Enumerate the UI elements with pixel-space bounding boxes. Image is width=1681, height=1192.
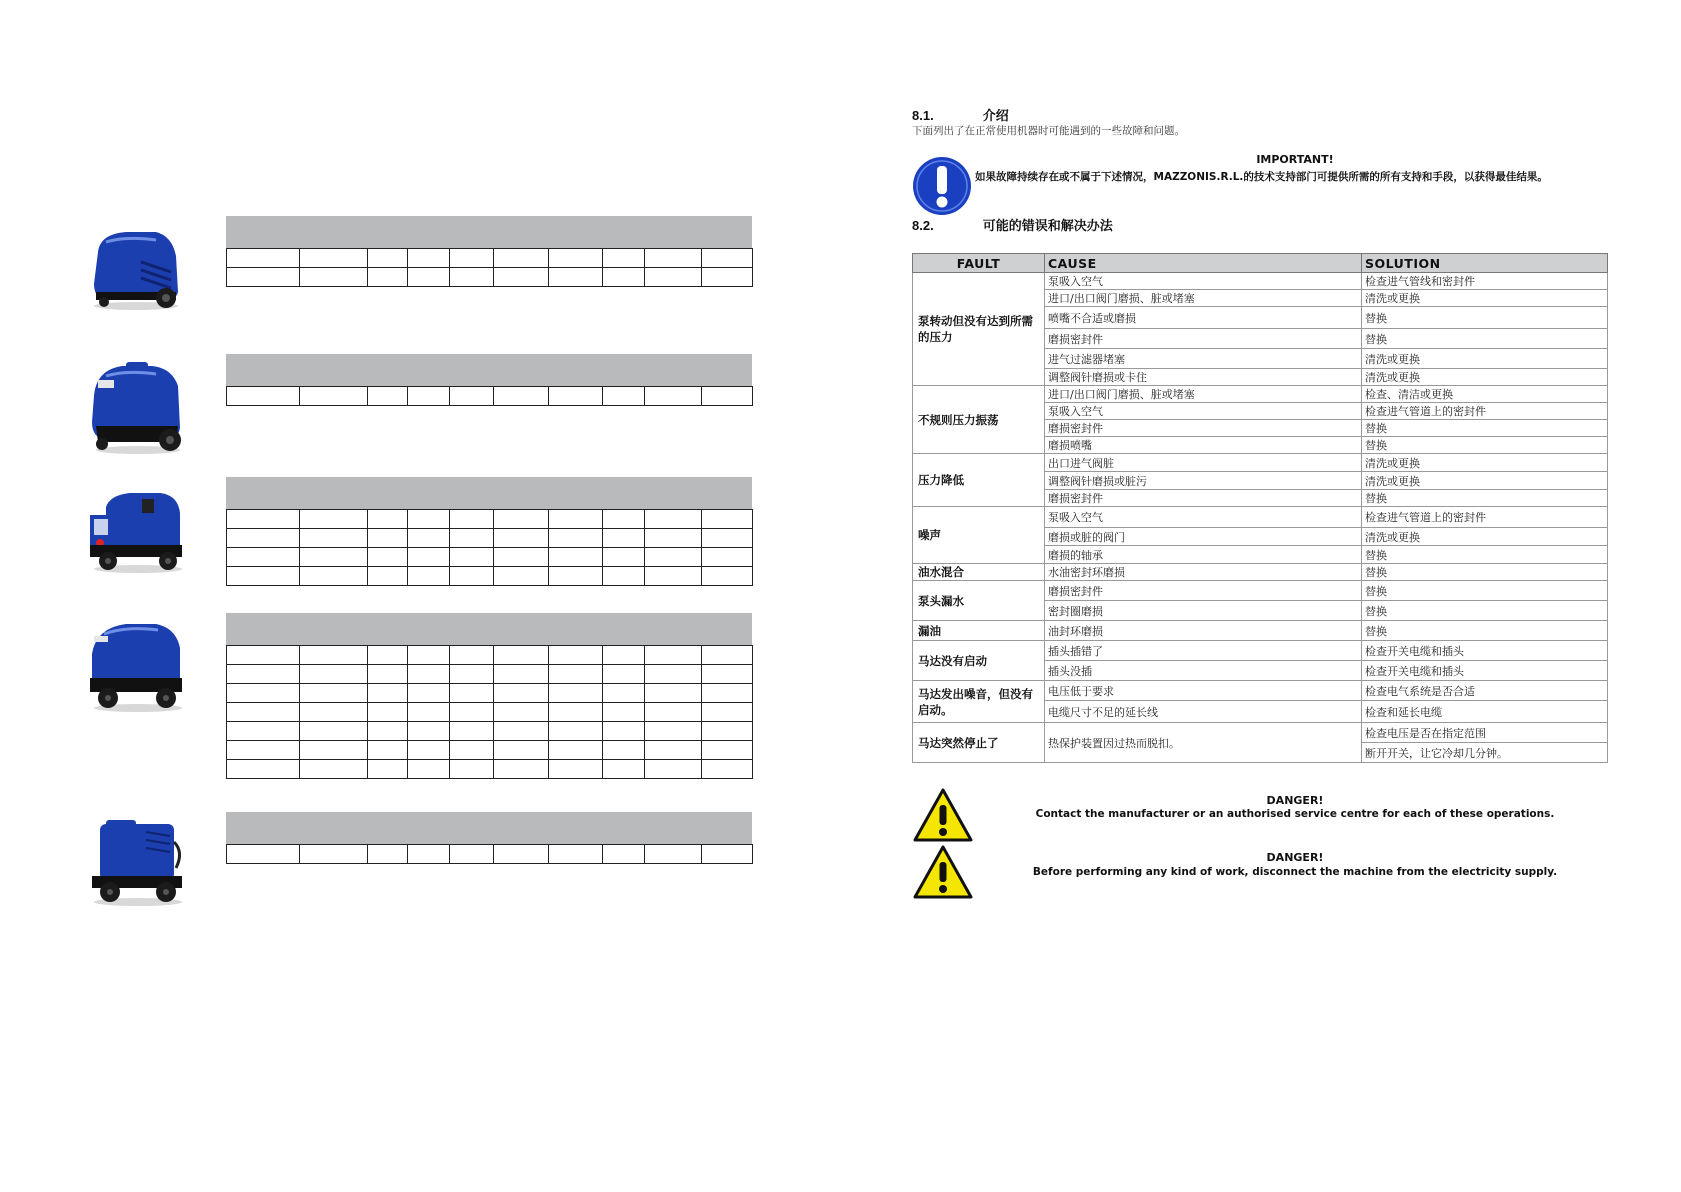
machine-image <box>86 485 186 575</box>
spec-table-cell <box>368 567 408 586</box>
cause-cell: 进气过滤器堵塞 <box>1045 349 1362 369</box>
solution-cell: 清洗或更换 <box>1362 454 1608 472</box>
spec-table-cell <box>603 845 645 864</box>
spec-table-header <box>226 477 752 509</box>
spec-table-cell <box>494 529 549 548</box>
spec-table-cell <box>494 684 549 703</box>
solution-cell: 检查进气管道上的密封件 <box>1362 507 1608 528</box>
spec-table-cell <box>702 387 753 406</box>
spec-table-cell <box>702 646 753 665</box>
cause-cell: 插头没插 <box>1045 661 1362 681</box>
spec-table-cell <box>368 760 408 779</box>
section-title: 介绍 <box>982 109 1009 124</box>
spec-table-cell <box>227 268 300 287</box>
cause-cell: 插头插错了 <box>1045 641 1362 661</box>
solution-cell: 检查电气系统是否合适 <box>1362 681 1608 701</box>
section-heading-8-1 <box>912 105 1009 124</box>
spec-table-cell <box>645 703 702 722</box>
spec-table-cell <box>227 567 300 586</box>
header-solution: SOLUTION <box>1362 254 1608 273</box>
danger-heading: DANGER! <box>1266 794 1324 807</box>
spec-table-row <box>227 268 753 287</box>
solution-cell: 替换 <box>1362 581 1608 601</box>
spec-table-cell <box>227 548 300 567</box>
spec-table-cell <box>603 510 645 529</box>
spec-table-cell <box>702 665 753 684</box>
spec-table-cell <box>645 665 702 684</box>
spec-table-cell <box>494 510 549 529</box>
spec-table-row <box>227 567 753 586</box>
spec-table-cell <box>645 529 702 548</box>
solution-cell: 清洗或更换 <box>1362 369 1608 386</box>
spec-table-cell <box>227 665 300 684</box>
table-row <box>913 507 1608 528</box>
spec-table-header <box>226 812 752 844</box>
spec-table-cell <box>494 387 549 406</box>
spec-table-cell <box>645 548 702 567</box>
spec-table-cell <box>549 268 603 287</box>
spec-table-cell <box>494 845 549 864</box>
warning-icon <box>912 787 974 843</box>
spec-table-row <box>227 665 753 684</box>
spec-table-cell <box>702 567 753 586</box>
spec-table-cell <box>300 684 368 703</box>
spec-table-row <box>227 845 753 864</box>
spec-table-row <box>227 646 753 665</box>
fault-table-header <box>913 254 1608 273</box>
solution-cell: 检查电压是否在指定范围 <box>1362 723 1608 743</box>
spec-table-cell <box>549 722 603 741</box>
spec-table-cell <box>702 529 753 548</box>
solution-cell: 替换 <box>1362 307 1608 329</box>
spec-table-cell <box>368 548 408 567</box>
solution-cell: 检查和延长电缆 <box>1362 701 1608 723</box>
solution-cell: 断开开关，让它冷却几分钟。 <box>1362 743 1608 763</box>
spec-table-cell <box>603 665 645 684</box>
spec-table-cell <box>300 703 368 722</box>
spec-table-cell <box>300 387 368 406</box>
spec-table-cell <box>450 684 494 703</box>
cause-cell: 磨损密封件 <box>1045 490 1362 507</box>
warning-icon <box>912 844 974 900</box>
spec-table-cell <box>227 249 300 268</box>
spec-table-cell <box>227 760 300 779</box>
solution-cell: 检查开关电缆和插头 <box>1362 641 1608 661</box>
spec-table-cell <box>368 665 408 684</box>
fault-cell: 马达发出噪音，但没有启动。 <box>913 681 1045 723</box>
fault-cell: 不规则压力振荡 <box>913 386 1045 454</box>
spec-table <box>226 216 752 287</box>
spec-table-grid <box>226 386 753 406</box>
spec-table-cell <box>450 646 494 665</box>
cause-cell: 泵吸入空气 <box>1045 403 1362 420</box>
table-row <box>913 681 1608 701</box>
spec-table-header <box>226 216 752 248</box>
danger-text: Before performing any kind of work, disconnect the machine from the electricity supply. <box>1032 866 1558 878</box>
spec-table-cell <box>702 722 753 741</box>
spec-table-cell <box>300 249 368 268</box>
spec-table-cell <box>227 722 300 741</box>
spec-table-cell <box>368 845 408 864</box>
spec-table-cell <box>494 741 549 760</box>
spec-table-cell <box>494 722 549 741</box>
spec-table-cell <box>494 646 549 665</box>
spec-table-cell <box>645 760 702 779</box>
table-row <box>913 454 1608 472</box>
spec-table-cell <box>408 249 450 268</box>
spec-table <box>226 812 752 864</box>
fault-cell: 噪声 <box>913 507 1045 564</box>
spec-table <box>226 613 752 779</box>
machine-image <box>86 812 186 908</box>
danger-text: Contact the manufacturer or an authorised service centre for each of these operations. <box>1035 808 1555 820</box>
spec-table-cell <box>300 567 368 586</box>
spec-table-cell <box>603 249 645 268</box>
spec-table-row <box>227 760 753 779</box>
spec-table-row <box>227 249 753 268</box>
cause-cell: 出口进气阀脏 <box>1045 454 1362 472</box>
spec-table-cell <box>300 646 368 665</box>
spec-table-cell <box>368 249 408 268</box>
solution-cell: 检查进气管线和密封件 <box>1362 273 1608 290</box>
spec-table-cell <box>408 845 450 864</box>
cause-cell: 进口/出口阀门磨损、脏或堵塞 <box>1045 290 1362 307</box>
spec-table-cell <box>645 249 702 268</box>
spec-table-cell <box>368 722 408 741</box>
header-fault: FAULT <box>913 254 1045 273</box>
spec-table-cell <box>702 548 753 567</box>
spec-table-cell <box>227 741 300 760</box>
table-row <box>913 581 1608 601</box>
cause-cell: 油封环磨损 <box>1045 621 1362 641</box>
fault-cell: 泵转动但没有达到所需的压力 <box>913 273 1045 386</box>
table-row <box>913 723 1608 743</box>
spec-table-cell <box>368 387 408 406</box>
table-row <box>913 564 1608 581</box>
spec-table-cell <box>227 529 300 548</box>
cause-cell: 磨损喷嘴 <box>1045 437 1362 454</box>
cause-cell: 磨损密封件 <box>1045 329 1362 349</box>
spec-table-cell <box>408 646 450 665</box>
spec-table-cell <box>300 529 368 548</box>
spec-table-cell <box>603 741 645 760</box>
solution-cell: 清洗或更换 <box>1362 472 1608 490</box>
spec-table-cell <box>702 741 753 760</box>
cause-cell: 磨损的轴承 <box>1045 546 1362 564</box>
cause-cell: 磨损或脏的阀门 <box>1045 528 1362 546</box>
spec-table-cell <box>408 760 450 779</box>
spec-table-grid <box>226 844 753 864</box>
spec-table-cell <box>645 510 702 529</box>
spec-table-grid <box>226 645 753 779</box>
spec-table-cell <box>549 665 603 684</box>
spec-table-cell <box>368 684 408 703</box>
spec-table-cell <box>603 646 645 665</box>
spec-table-cell <box>368 646 408 665</box>
fault-cell: 漏油 <box>913 621 1045 641</box>
spec-table-cell <box>450 703 494 722</box>
header-cause: CAUSE <box>1045 254 1362 273</box>
spec-table-cell <box>450 548 494 567</box>
solution-cell: 清洗或更换 <box>1362 528 1608 546</box>
spec-table-cell <box>645 567 702 586</box>
spec-table-cell <box>368 741 408 760</box>
spec-table-cell <box>300 845 368 864</box>
cause-cell: 进口/出口阀门磨损、脏或堵塞 <box>1045 386 1362 403</box>
spec-table-cell <box>645 845 702 864</box>
spec-table-cell <box>408 548 450 567</box>
section-heading-8-2 <box>912 215 1113 234</box>
spec-table-cell <box>645 722 702 741</box>
spec-table-grid <box>226 509 753 586</box>
cause-cell: 密封圈磨损 <box>1045 601 1362 621</box>
spec-table-row <box>227 548 753 567</box>
spec-table-cell <box>408 665 450 684</box>
spec-table-cell <box>408 703 450 722</box>
table-row <box>913 641 1608 661</box>
spec-table-cell <box>408 387 450 406</box>
spec-table <box>226 477 752 586</box>
spec-table-row <box>227 703 753 722</box>
spec-table-cell <box>603 703 645 722</box>
spec-table-cell <box>702 703 753 722</box>
spec-table-cell <box>702 249 753 268</box>
spec-table-cell <box>494 268 549 287</box>
table-row <box>913 386 1608 403</box>
spec-table-cell <box>227 845 300 864</box>
spec-table-row <box>227 684 753 703</box>
spec-table-cell <box>494 567 549 586</box>
spec-table-cell <box>408 529 450 548</box>
spec-table-cell <box>408 268 450 287</box>
spec-table-cell <box>450 722 494 741</box>
spec-table-cell <box>549 741 603 760</box>
spec-table-cell <box>549 760 603 779</box>
section-number: 8.1. <box>912 108 934 123</box>
cause-cell: 泵吸入空气 <box>1045 507 1362 528</box>
fault-table <box>912 253 1608 763</box>
fault-cell: 马达没有启动 <box>913 641 1045 681</box>
spec-table-cell <box>450 249 494 268</box>
important-heading: IMPORTANT! <box>1256 153 1334 166</box>
spec-table-cell <box>549 684 603 703</box>
spec-table-cell <box>702 510 753 529</box>
solution-cell: 替换 <box>1362 490 1608 507</box>
spec-table-cell <box>549 548 603 567</box>
spec-table-cell <box>494 548 549 567</box>
spec-table-cell <box>368 529 408 548</box>
spec-table-grid <box>226 248 753 287</box>
spec-table-cell <box>549 567 603 586</box>
solution-cell: 替换 <box>1362 437 1608 454</box>
spec-table-row <box>227 510 753 529</box>
spec-table-cell <box>549 249 603 268</box>
section-number: 8.2. <box>912 218 934 233</box>
spec-table-cell <box>549 703 603 722</box>
solution-cell: 替换 <box>1362 601 1608 621</box>
spec-table-cell <box>300 760 368 779</box>
cause-cell: 电缆尺寸不足的延长线 <box>1045 701 1362 723</box>
spec-table-cell <box>645 646 702 665</box>
solution-cell: 清洗或更换 <box>1362 290 1608 307</box>
spec-table-cell <box>408 741 450 760</box>
solution-cell: 清洗或更换 <box>1362 349 1608 369</box>
solution-cell: 检查开关电缆和插头 <box>1362 661 1608 681</box>
solution-cell: 替换 <box>1362 420 1608 437</box>
cause-cell: 磨损密封件 <box>1045 581 1362 601</box>
spec-table-cell <box>450 510 494 529</box>
spec-table-cell <box>450 845 494 864</box>
spec-table-cell <box>408 722 450 741</box>
spec-table-cell <box>702 684 753 703</box>
spec-table-cell <box>227 510 300 529</box>
machine-image <box>86 222 186 312</box>
spec-table-cell <box>450 760 494 779</box>
spec-table-cell <box>603 268 645 287</box>
spec-table-cell <box>227 684 300 703</box>
spec-table-cell <box>450 268 494 287</box>
spec-table-cell <box>549 845 603 864</box>
fault-cell: 油水混合 <box>913 564 1045 581</box>
cause-cell: 电压低于要求 <box>1045 681 1362 701</box>
spec-table-cell <box>300 722 368 741</box>
spec-table-cell <box>450 387 494 406</box>
spec-table-cell <box>300 268 368 287</box>
spec-table-cell <box>300 741 368 760</box>
solution-cell: 检查进气管道上的密封件 <box>1362 403 1608 420</box>
fault-cell: 泵头漏水 <box>913 581 1045 621</box>
spec-table-cell <box>227 646 300 665</box>
spec-table-cell <box>603 684 645 703</box>
spec-table-cell <box>645 684 702 703</box>
spec-table-cell <box>549 510 603 529</box>
cause-cell: 调整阀针磨损或卡住 <box>1045 369 1362 386</box>
cause-cell: 泵吸入空气 <box>1045 273 1362 290</box>
spec-table-cell <box>702 760 753 779</box>
important-text: 如果故障持续存在或不属于下述情况，MAZZONIS.R.L.的技术支持部门可提供所需的所有支持和手段，以获得最佳结果。 <box>975 171 1548 183</box>
fault-cell: 马达突然停止了 <box>913 723 1045 763</box>
spec-table <box>226 354 752 406</box>
cause-cell: 磨损密封件 <box>1045 420 1362 437</box>
solution-cell: 替换 <box>1362 621 1608 641</box>
spec-table-cell <box>300 548 368 567</box>
spec-table-cell <box>549 529 603 548</box>
cause-cell: 调整阀针磨损或脏污 <box>1045 472 1362 490</box>
spec-table-header <box>226 354 752 386</box>
solution-cell: 替换 <box>1362 546 1608 564</box>
spec-table-cell <box>494 249 549 268</box>
spec-table-cell <box>450 529 494 548</box>
important-icon <box>912 156 972 216</box>
spec-table-cell <box>603 529 645 548</box>
section-intro: 下面列出了在正常使用机器时可能遇到的一些故障和问题。 <box>912 125 1185 137</box>
spec-table-cell <box>368 703 408 722</box>
spec-table-cell <box>227 387 300 406</box>
cause-cell: 热保护装置因过热而脱扣。 <box>1045 723 1362 763</box>
section-title: 可能的错误和解决办法 <box>982 219 1113 234</box>
spec-table-row <box>227 722 753 741</box>
cause-cell: 水油密封环磨损 <box>1045 564 1362 581</box>
spec-table-header <box>226 613 752 645</box>
spec-table-cell <box>450 567 494 586</box>
spec-table-cell <box>549 387 603 406</box>
spec-table-cell <box>450 741 494 760</box>
spec-table-cell <box>702 845 753 864</box>
spec-table-cell <box>549 646 603 665</box>
spec-table-cell <box>494 760 549 779</box>
spec-table-cell <box>645 268 702 287</box>
spec-table-cell <box>603 567 645 586</box>
spec-table-row <box>227 387 753 406</box>
solution-cell: 检查、清洁或更换 <box>1362 386 1608 403</box>
spec-table-cell <box>300 665 368 684</box>
machine-image <box>86 614 186 714</box>
spec-table-row <box>227 529 753 548</box>
spec-table-cell <box>227 703 300 722</box>
machine-image <box>86 356 186 456</box>
spec-table-cell <box>645 741 702 760</box>
spec-table-cell <box>603 387 645 406</box>
table-row <box>913 621 1608 641</box>
spec-table-cell <box>494 665 549 684</box>
spec-table-cell <box>408 510 450 529</box>
spec-table-cell <box>702 268 753 287</box>
spec-table-cell <box>603 760 645 779</box>
cause-cell: 喷嘴不合适或磨损 <box>1045 307 1362 329</box>
spec-table-cell <box>368 510 408 529</box>
spec-table-row <box>227 741 753 760</box>
spec-table-cell <box>300 510 368 529</box>
spec-table-cell <box>450 665 494 684</box>
spec-table-cell <box>603 722 645 741</box>
spec-table-cell <box>408 684 450 703</box>
danger-heading: DANGER! <box>1266 851 1324 864</box>
spec-table-cell <box>368 268 408 287</box>
spec-table-cell <box>494 703 549 722</box>
fault-cell: 压力降低 <box>913 454 1045 507</box>
spec-table-cell <box>645 387 702 406</box>
table-row <box>913 273 1608 290</box>
solution-cell: 替换 <box>1362 329 1608 349</box>
spec-table-cell <box>603 548 645 567</box>
spec-table-cell <box>408 567 450 586</box>
solution-cell: 替换 <box>1362 564 1608 581</box>
